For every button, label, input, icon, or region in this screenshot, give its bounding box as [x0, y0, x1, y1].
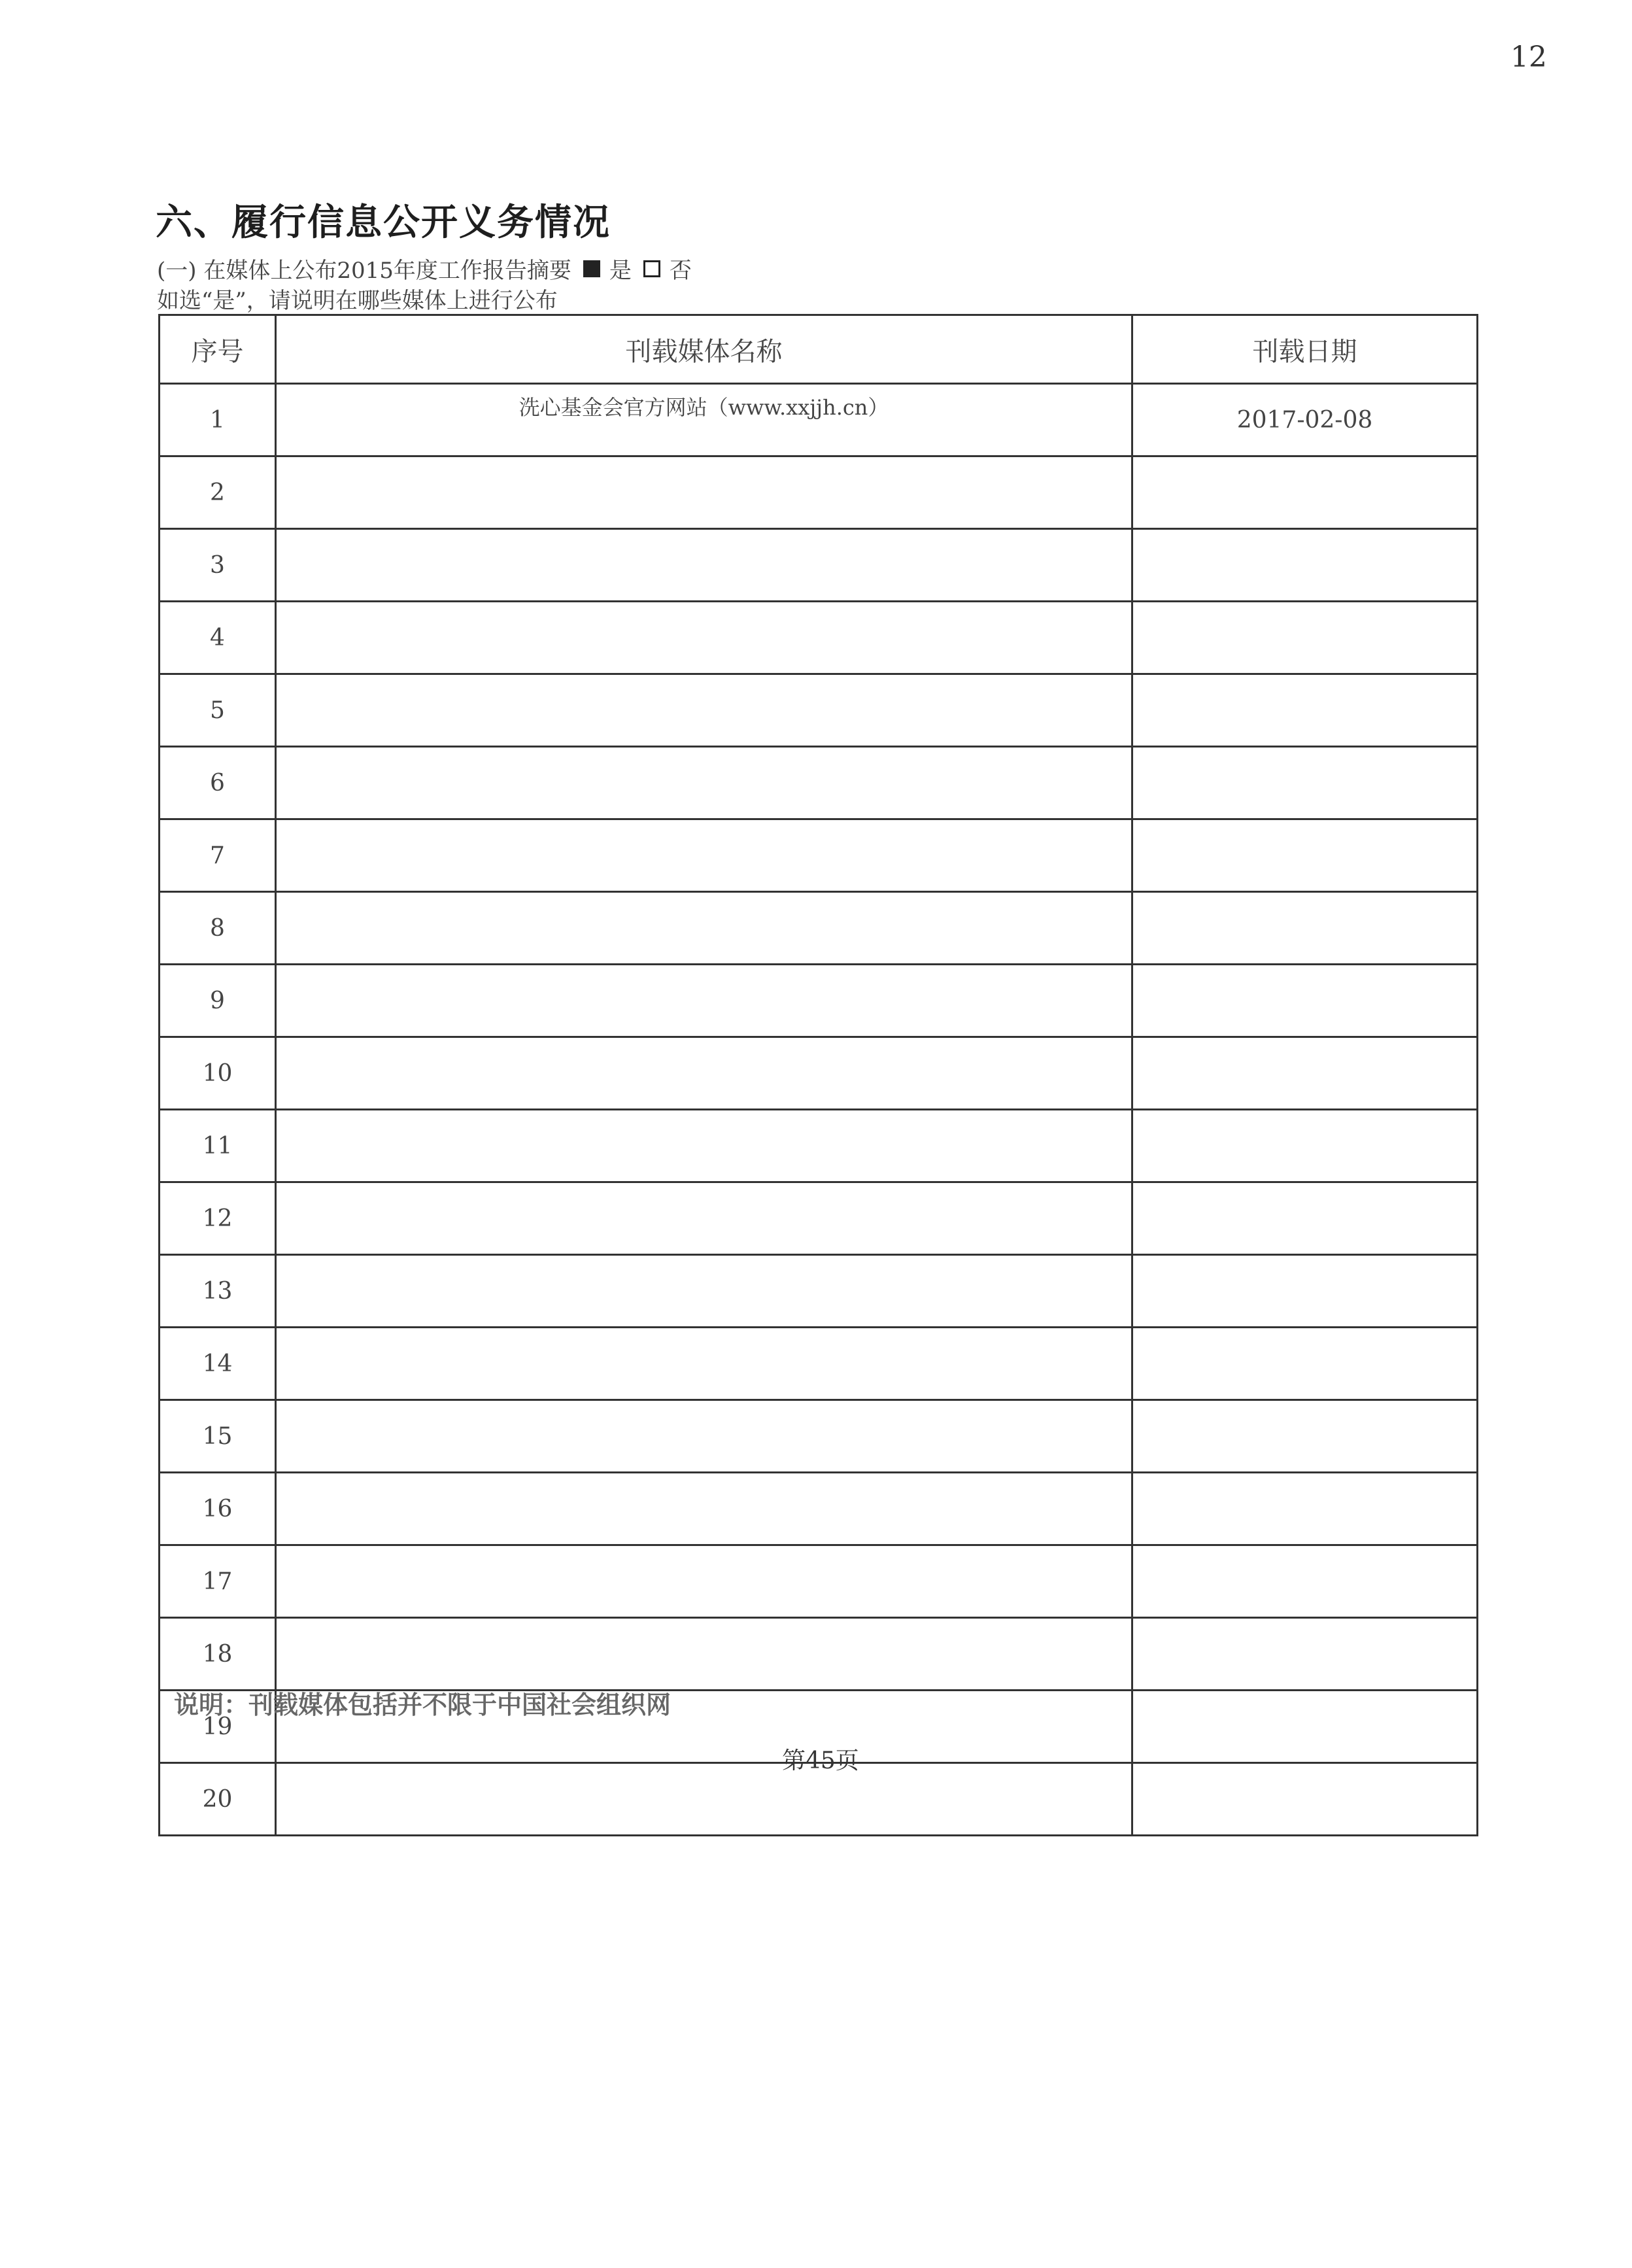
- row-date: [1132, 1618, 1478, 1691]
- row-date: [1132, 892, 1478, 965]
- table-row: [160, 1037, 1478, 1110]
- row-seq: 3: [160, 529, 276, 602]
- row-media-name: [276, 1400, 1132, 1473]
- row-date: [1132, 1110, 1478, 1182]
- row-date: [1132, 1328, 1478, 1400]
- row-seq: 15: [160, 1400, 276, 1473]
- row-seq: 7: [160, 819, 276, 892]
- note-text: 说明：刊载媒体包括并不限于中国社会组织网: [174, 1690, 672, 1719]
- row-media-name: [276, 1328, 1132, 1400]
- row-seq: 2: [160, 456, 276, 529]
- no-checkbox[interactable]: [643, 260, 660, 277]
- row-date: [1132, 1400, 1478, 1473]
- row-date: [1132, 747, 1478, 819]
- row-date: [1132, 674, 1478, 747]
- row-seq: 17: [160, 1545, 276, 1618]
- row-seq: 8: [160, 892, 276, 965]
- row-date: [1132, 965, 1478, 1037]
- row-media-name: [276, 819, 1132, 892]
- row-seq: 11: [160, 1110, 276, 1182]
- row-date: [1132, 1763, 1478, 1836]
- section-title: 六、履行信息公开义务情况: [156, 201, 611, 244]
- row-media-name: [276, 1182, 1132, 1255]
- question-line: [157, 252, 692, 284]
- media-table: [158, 314, 1478, 1836]
- no-label: 否: [669, 258, 692, 284]
- row-date: [1132, 1037, 1478, 1110]
- row-seq: 4: [160, 602, 276, 674]
- table-row: [160, 1400, 1478, 1473]
- table-header-row: [160, 315, 1478, 384]
- page-number-corner: 12: [1510, 41, 1547, 74]
- row-media-name: [276, 1545, 1132, 1618]
- header-media-name: 刊载媒体名称: [276, 315, 1132, 384]
- table-row: [160, 1255, 1478, 1328]
- table-row: [160, 384, 1478, 456]
- row-date: [1132, 819, 1478, 892]
- table-row: [160, 1328, 1478, 1400]
- table-row: [160, 747, 1478, 819]
- row-date: [1132, 1691, 1478, 1763]
- row-media-name: [276, 456, 1132, 529]
- row-seq: 18: [160, 1618, 276, 1691]
- row-seq: 1: [160, 384, 276, 456]
- row-media-name: [276, 747, 1132, 819]
- table-row: [160, 819, 1478, 892]
- table-row: [160, 892, 1478, 965]
- row-seq: 20: [160, 1763, 276, 1836]
- page-footer: 第45页: [782, 1747, 859, 1774]
- row-seq: 5: [160, 674, 276, 747]
- hint-text: 如选“是”，请说明在哪些媒体上进行公布: [157, 288, 558, 314]
- table-row: [160, 602, 1478, 674]
- table-row: [160, 1618, 1478, 1691]
- row-seq: 16: [160, 1473, 276, 1545]
- row-date: [1132, 529, 1478, 602]
- row-media-name: [276, 1110, 1132, 1182]
- row-media-name: [276, 1763, 1132, 1836]
- row-seq: 6: [160, 747, 276, 819]
- table-row: [160, 1182, 1478, 1255]
- row-seq: 10: [160, 1037, 276, 1110]
- row-media-name: [276, 1037, 1132, 1110]
- table-row: [160, 965, 1478, 1037]
- row-date: [1132, 602, 1478, 674]
- row-seq: 19: [160, 1691, 276, 1763]
- table-row: [160, 456, 1478, 529]
- row-date: 2017-02-08: [1132, 384, 1478, 456]
- row-seq: 9: [160, 965, 276, 1037]
- table-row: [160, 674, 1478, 747]
- header-seq: 序号: [160, 315, 276, 384]
- table-row: [160, 1545, 1478, 1618]
- header-date: 刊载日期: [1132, 315, 1478, 384]
- table-row: [160, 1110, 1478, 1182]
- row-media-name: [276, 602, 1132, 674]
- row-media-name: [276, 892, 1132, 965]
- yes-label: 是: [609, 258, 632, 284]
- row-media-name: [276, 674, 1132, 747]
- row-date: [1132, 456, 1478, 529]
- row-date: [1132, 1545, 1478, 1618]
- row-media-name: [276, 1255, 1132, 1328]
- table-row: [160, 529, 1478, 602]
- yes-checkbox[interactable]: [583, 260, 600, 277]
- row-media-name: [276, 529, 1132, 602]
- row-seq: 13: [160, 1255, 276, 1328]
- row-date: [1132, 1473, 1478, 1545]
- table-body: [160, 384, 1478, 1836]
- row-media-name: [276, 965, 1132, 1037]
- table-row: [160, 1473, 1478, 1545]
- row-date: [1132, 1255, 1478, 1328]
- row-seq: 14: [160, 1328, 276, 1400]
- row-seq: 12: [160, 1182, 276, 1255]
- row-date: [1132, 1182, 1478, 1255]
- row-media-name: [276, 1618, 1132, 1691]
- question-text: (一) 在媒体上公布2015年度工作报告摘要: [157, 258, 571, 284]
- row-media-name: [276, 1473, 1132, 1545]
- row-media-name: 洗心基金会官方网站（www.xxjjh.cn）: [276, 384, 1132, 456]
